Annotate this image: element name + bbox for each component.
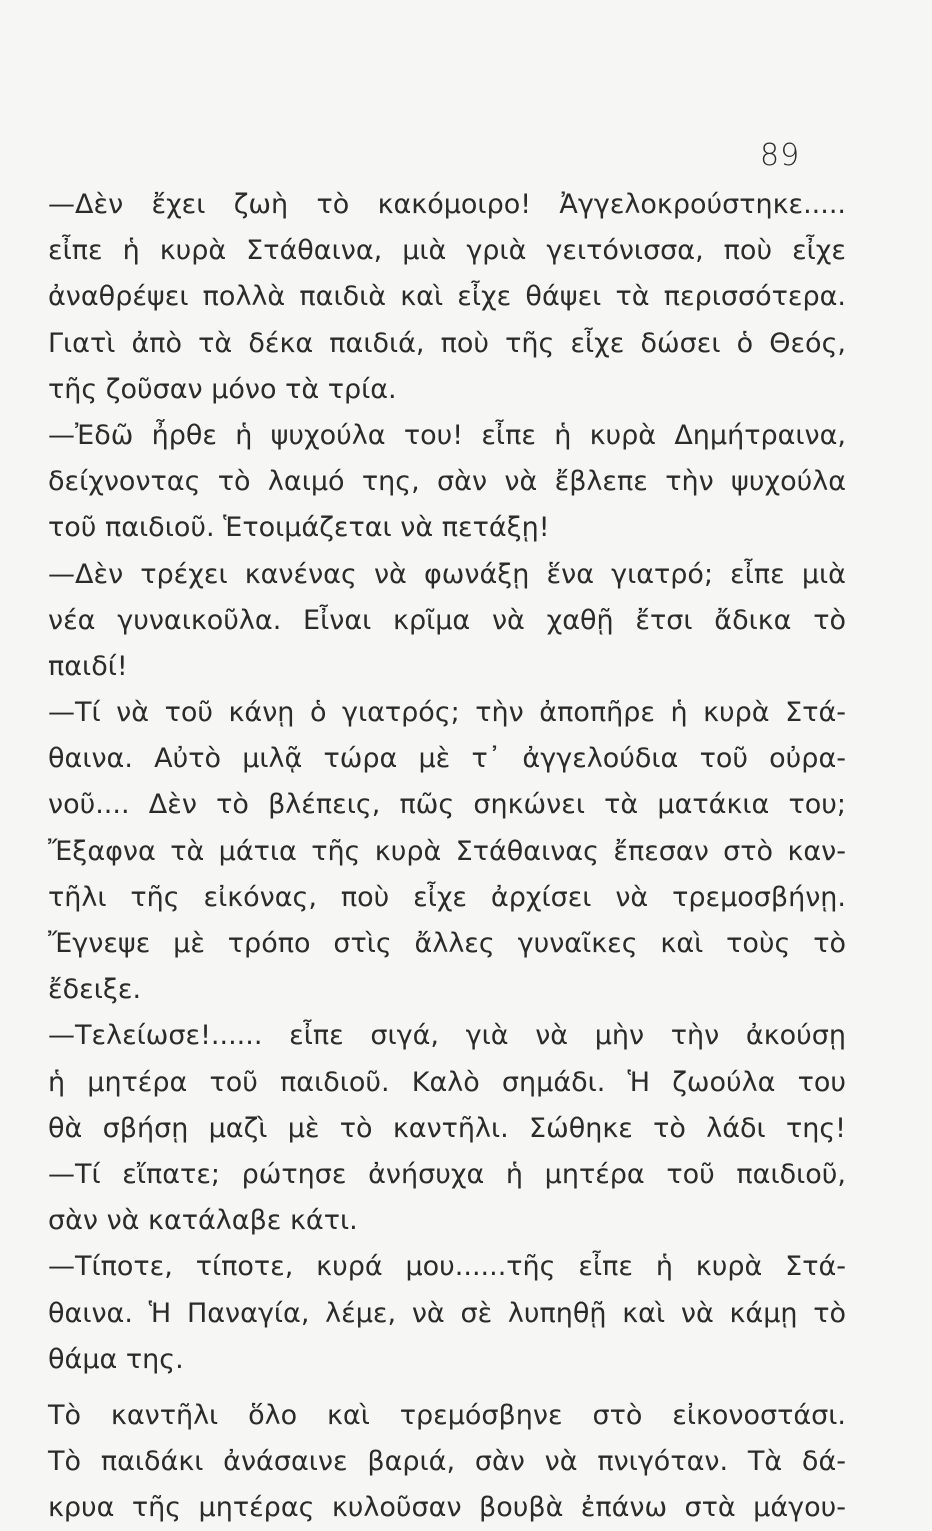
- text-line: —Τί εἴπατε; ρώτησε ἀνήσυχα ἡ μητέρα τοῦ παιδιοῦ,: [48, 1158, 846, 1190]
- text-line: Τὸ καντῆλι ὅλο καὶ τρεμόσβηνε στὸ εἰκονοστάσι.: [48, 1399, 846, 1431]
- text-line: θαινα. Αὐτὸ μιλᾷ τώρα μὲ τ᾿ ἀγγελούδια τοῦ οὐρα-: [48, 743, 846, 775]
- text-line: εἶπε ἡ κυρὰ Στάθαινα, μιὰ γριὰ γειτόνισσα, ποὺ εἶχε: [48, 235, 846, 267]
- text-line: Ἔξαφνα τὰ μάτια τῆς κυρὰ Στάθαινας ἔπεσαν στὸ καν-: [48, 835, 846, 867]
- text-line: τῆλι τῆς εἰκόνας, ποὺ εἶχε ἀρχίσει νὰ τρεμοσβήνῃ.: [48, 881, 846, 913]
- text-line: Γιατὶ ἀπὸ τὰ δέκα παιδιά, ποὺ τῆς εἶχε δώσει ὁ Θεός,: [48, 327, 846, 359]
- text-line: Τὸ παιδάκι ἀνάσαινε βαριά, σὰν νὰ πνιγόταν. Τὰ δά-: [48, 1446, 846, 1478]
- text-line: θαινα. Ἡ Παναγία, λέμε, νὰ σὲ λυπηθῇ καὶ νὰ κάμῃ τὸ: [48, 1297, 846, 1329]
- text-line: Ἔγνεψε μὲ τρόπο στὶς ἄλλες γυναῖκες καὶ τοὺς τὸ: [48, 928, 846, 959]
- text-line: σὰν νὰ κατάλαβε κάτι.: [48, 1205, 358, 1237]
- text-line: ἡ μητέρα τοῦ παιδιοῦ. Καλὸ σημάδι. Ἡ ζωούλα του: [48, 1066, 846, 1098]
- text-line: τῆς ζοῦσαν μόνο τὰ τρία.: [48, 373, 397, 405]
- text-line: θάμα της.: [48, 1343, 184, 1375]
- text-line: —Δὲν τρέχει κανένας νὰ φωνάξῃ ἕνα γιατρό; εἶπε μιὰ: [48, 558, 846, 590]
- text-line: —Ἐδῶ ἦρθε ἡ ψυχούλα του! εἶπε ἡ κυρὰ Δημήτραινα,: [48, 419, 846, 451]
- text-line: ἔδειξε.: [48, 974, 142, 1006]
- page-number: 89: [760, 138, 801, 173]
- body-text: [48, 182, 846, 1531]
- text-line: παιδί!: [48, 650, 128, 682]
- text-line: ἀναθρέψει πολλὰ παιδιὰ καὶ εἶχε θάψει τὰ περισσότερα.: [48, 281, 846, 313]
- text-line: —Τί νὰ τοῦ κάνῃ ὁ γιατρός; τὴν ἀποπῆρε ἡ κυρὰ Στά-: [48, 697, 846, 729]
- text-line: —Δὲν ἔχει ζωὴ τὸ κακόμοιρο! Ἀγγελοκρούστηκε.....: [48, 189, 846, 220]
- text-line: νέα γυναικοῦλα. Εἶναι κρῖμα νὰ χαθῇ ἔτσι ἄδικα τὸ: [48, 604, 846, 636]
- text-line: κρυα τῆς μητέρας κυλοῦσαν βουβὰ ἐπάνω στὰ μάγου-: [48, 1492, 846, 1524]
- text-line: θὰ σβήσῃ μαζὶ μὲ τὸ καντῆλι. Σώθηκε τὸ λάδι της!: [48, 1112, 846, 1144]
- text-line: νοῦ.... Δὲν τὸ βλέπεις, πῶς σηκώνει τὰ ματάκια του;: [48, 789, 846, 821]
- text-line: τοῦ παιδιοῦ. Ἑτοιμάζεται νὰ πετάξῃ!: [48, 512, 550, 544]
- text-line: —Τίποτε, τίποτε, κυρά μου......τῆς εἶπε ἡ κυρὰ Στά-: [48, 1251, 846, 1283]
- text-line: δείχνοντας τὸ λαιμό της, σὰν νὰ ἔβλεπε τὴν ψυχούλα: [48, 466, 846, 498]
- text-line: —Τελείωσε!...... εἶπε σιγά, γιὰ νὰ μὴν τὴν ἀκούσῃ: [48, 1020, 846, 1052]
